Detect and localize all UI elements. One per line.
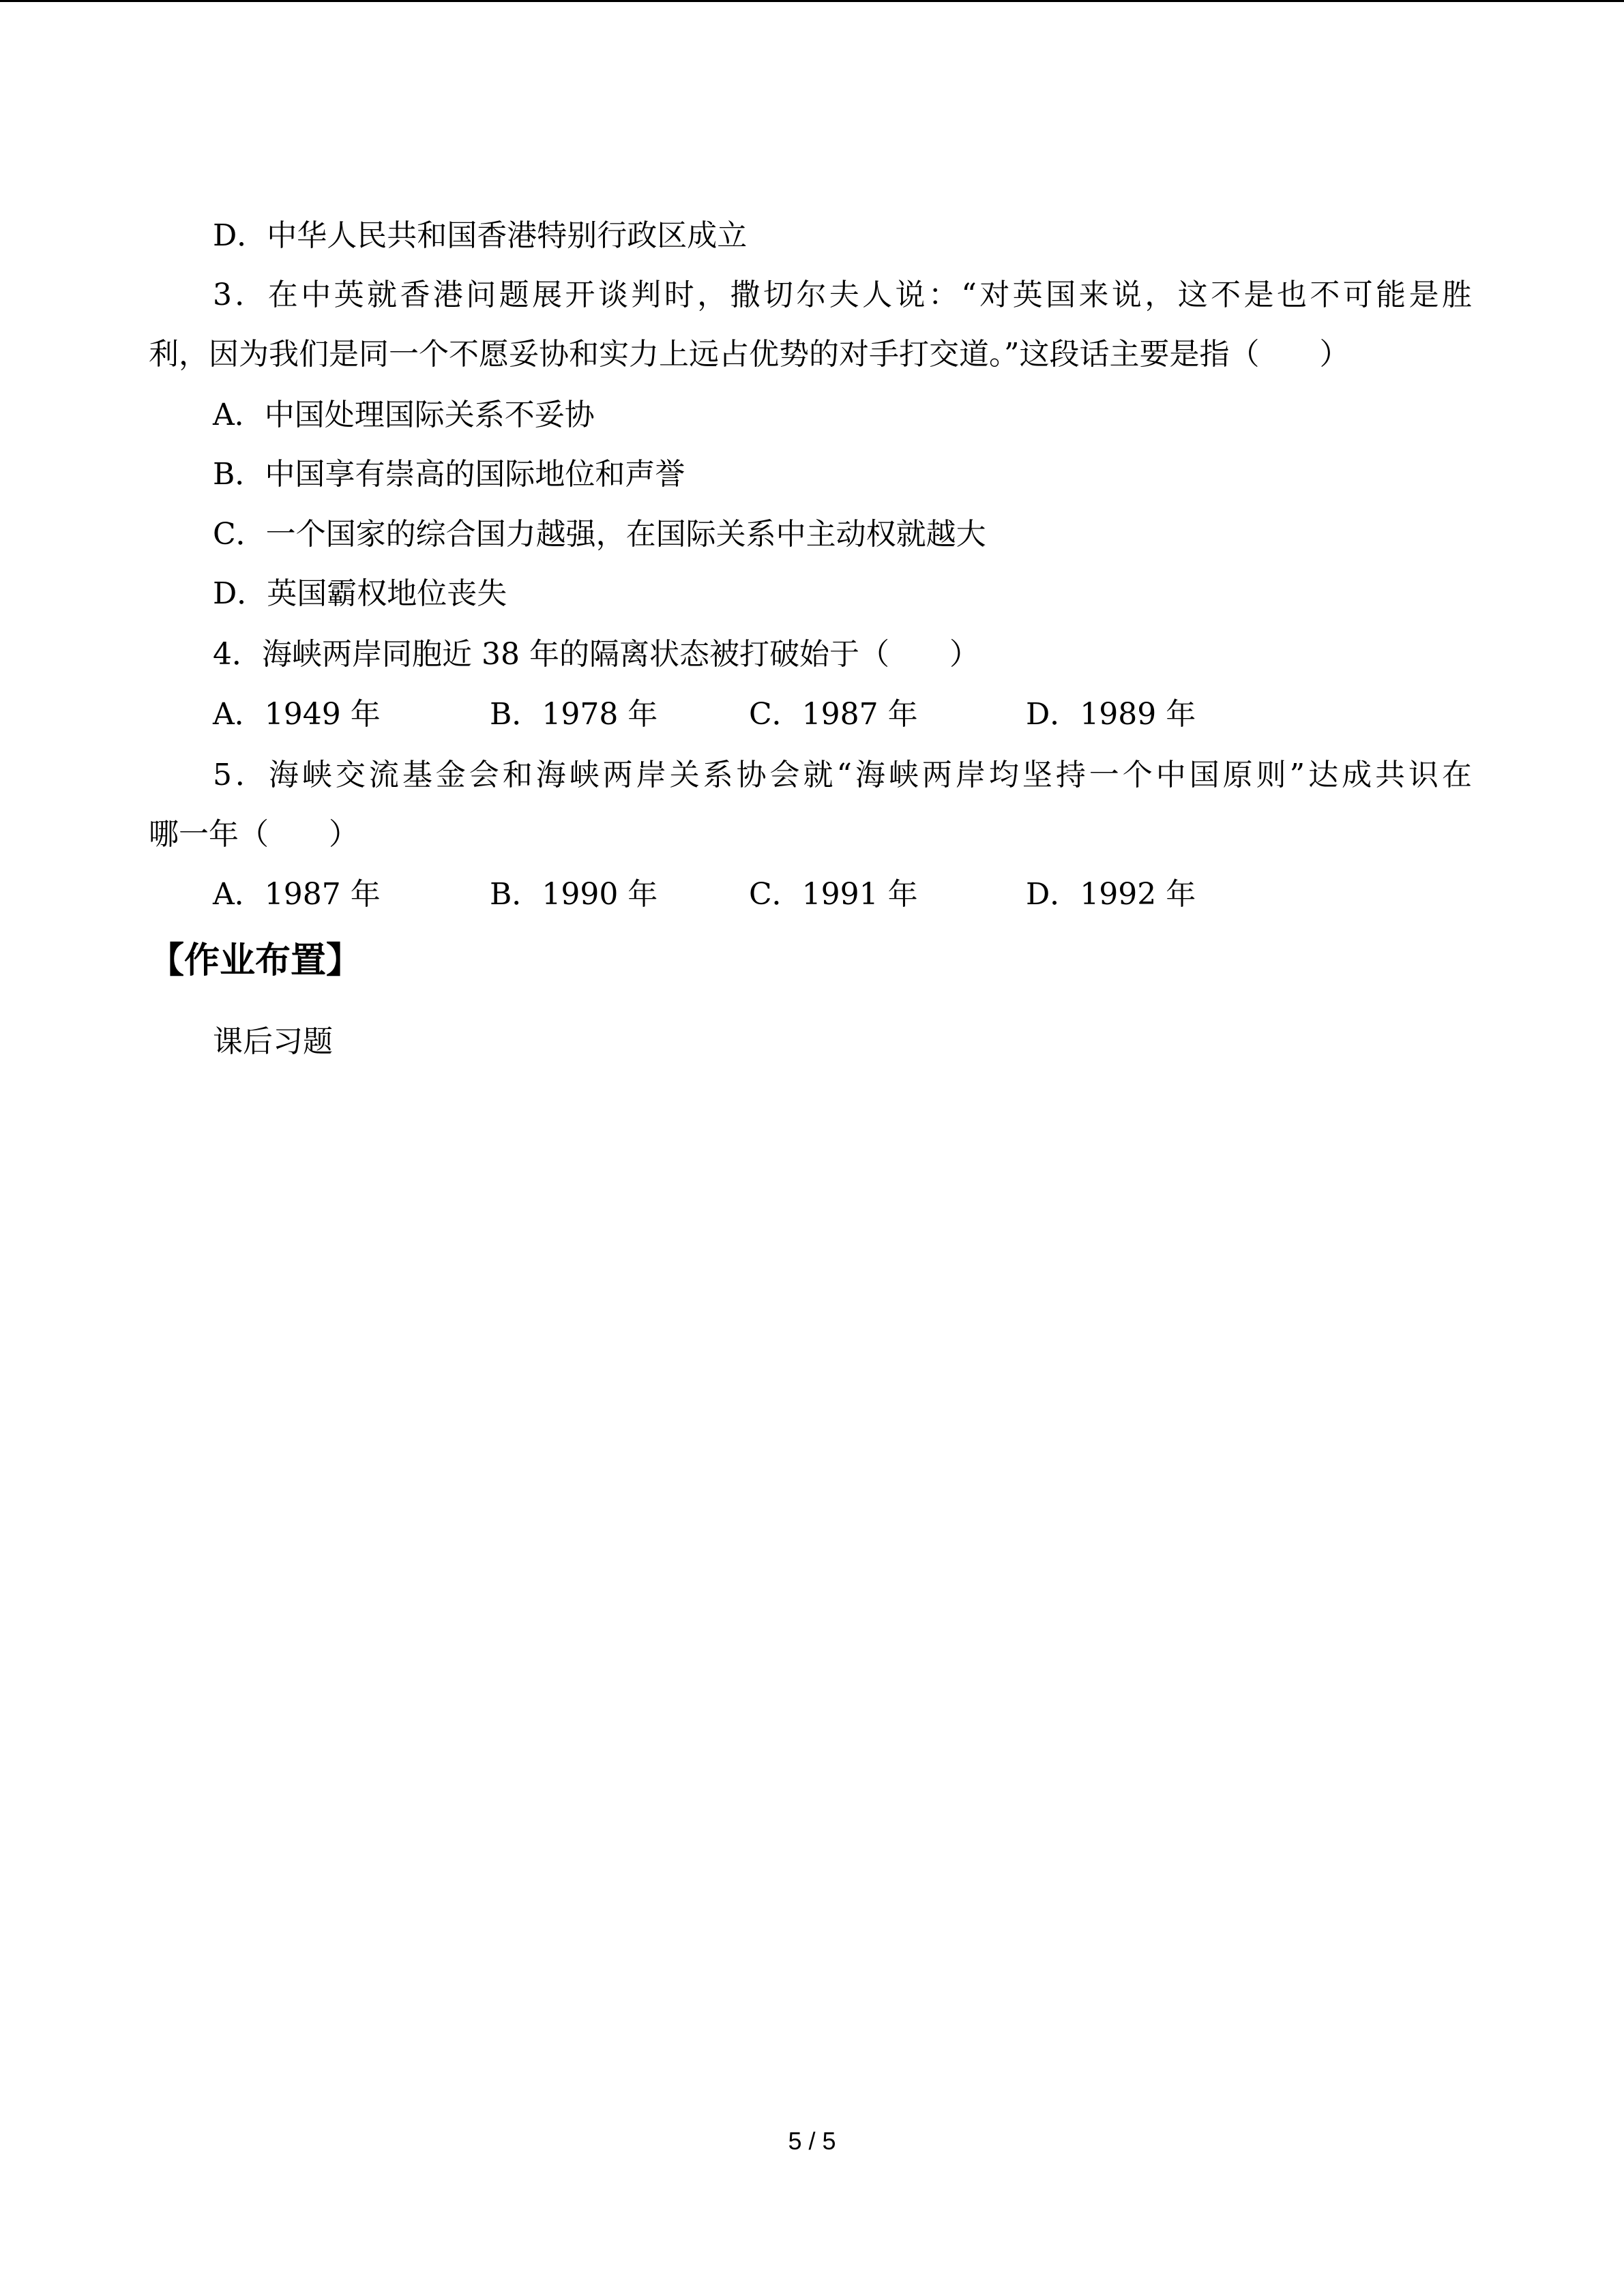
q5-option-c: C．1991 年	[749, 877, 918, 912]
q4-option-d: D．1989 年	[1026, 697, 1196, 732]
q3-option-b: B．中国享有崇高的国际地位和声誉	[213, 457, 685, 492]
q3-option-a: A．中国处理国际关系不妥协	[213, 398, 595, 432]
q5-stem-line-1: 5．海峡交流基金会和海峡两岸关系协会就“海峡两岸均坚持一个中国原则”达成共识在	[213, 758, 1472, 792]
q4-options-row	[213, 696, 1236, 734]
homework-heading: 【作业布置】	[149, 940, 362, 981]
q4-option-a: A．1949 年	[213, 697, 381, 732]
q5-options-row	[213, 876, 1236, 914]
q3-stem-line-1: 3．在中英就香港问题展开谈判时，撒切尔夫人说：“对英国来说，这不是也不可能是胜	[213, 278, 1472, 312]
q5-option-b: B．1990 年	[490, 877, 658, 912]
q5-stem-line-2: 哪一年（ ）	[149, 817, 359, 852]
q3-stem-line-2: 利，因为我们是同一个不愿妥协和实力上远占优势的对手打交道。”这段话主要是指（ ）	[149, 337, 1350, 372]
homework-content: 课后习题	[213, 1024, 333, 1059]
q4-stem: 4．海峡两岸同胞近 38 年的隔离状态被打破始于（ ）	[213, 637, 979, 672]
q5-option-d: D．1992 年	[1026, 877, 1196, 912]
q5-option-a: A．1987 年	[213, 877, 381, 912]
page-number: 5 / 5	[788, 2127, 836, 2155]
q4-option-c: C．1987 年	[749, 697, 918, 732]
q2-option-d: D．中华人民共和国香港特别行政区成立	[213, 218, 748, 253]
q3-option-c: C．一个国家的综合国力越强，在国际关系中主动权就越大	[213, 517, 986, 552]
q3-option-d: D．英国霸权地位丧失	[213, 576, 507, 611]
q4-option-b: B．1978 年	[490, 697, 658, 732]
